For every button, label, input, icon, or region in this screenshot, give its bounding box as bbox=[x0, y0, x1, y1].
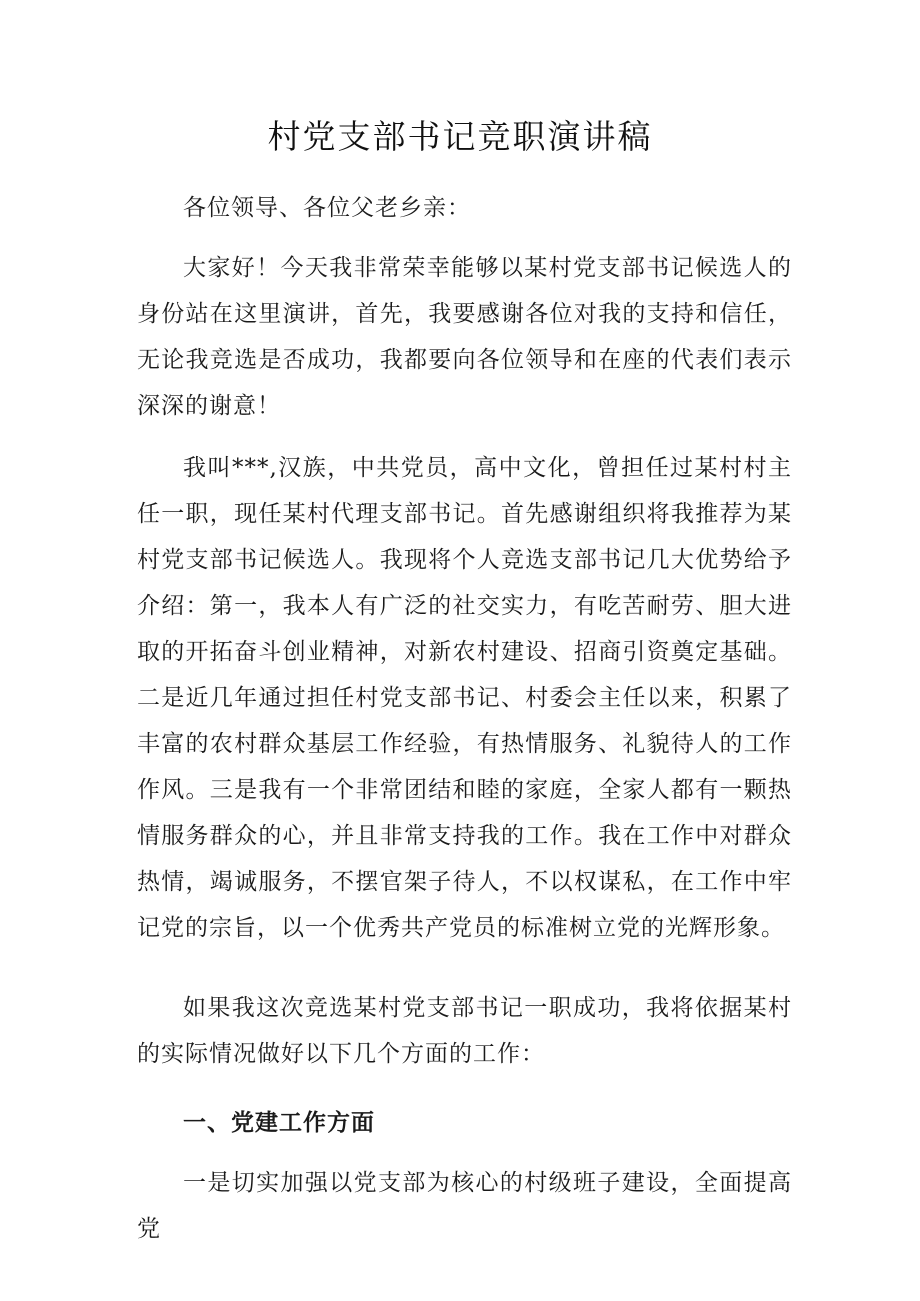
section-paragraph: 一是切实加强以党支部为核心的村级班子建设，全面提高党 bbox=[137, 1170, 792, 1242]
paragraph-introduction: 我叫***,汉族，中共党员，高中文化，曾担任过某村村主任一职，现任某村代理支部书记。首先感谢组织将我推荐为某村党支部书记候选人。我现将个人竞选支部书记几大优势给予介绍：第一，我本人有广泛的社交实力，有吃苦耐劳、胆大进取的开拓奋斗创业精神，对新农村建设、招商引资奠定基础。二是近几年通过担任村党支部书记、村委会主任以来，积累了丰富的农村群众基层工作经验，有热情服务、礼貌待人的工作作风。三是我有一个非常团结和睦的家庭，全家人都有一颗热情服务群众的心，并且非常支持我的工作。我在工作中对群众热情，竭诚服务，不摆官架子待人，不以权谋私，在工作中牢记党的宗旨，以一个优秀共产党员的标准树立党的光辉形象。 bbox=[137, 455, 792, 941]
paragraph-greeting: 大家好！今天我非常荣幸能够以某村党支部书记候选人的身份站在这里演讲，首先，我要感谢各位对我的支持和信任，无论我竞选是否成功，我都要向各位领导和在座的代表们表示深深的谢意！ bbox=[137, 255, 792, 419]
salutation: 各位领导、各位父老乡亲： bbox=[183, 195, 471, 221]
document-title: 村党支部书记竞职演讲稿 bbox=[267, 117, 653, 156]
paragraph-commitment: 如果我这次竞选某村党支部书记一职成功，我将依据某村的实际情况做好以下几个方面的工作： bbox=[137, 995, 792, 1067]
section-heading: 一、党建工作方面 bbox=[183, 1109, 375, 1136]
